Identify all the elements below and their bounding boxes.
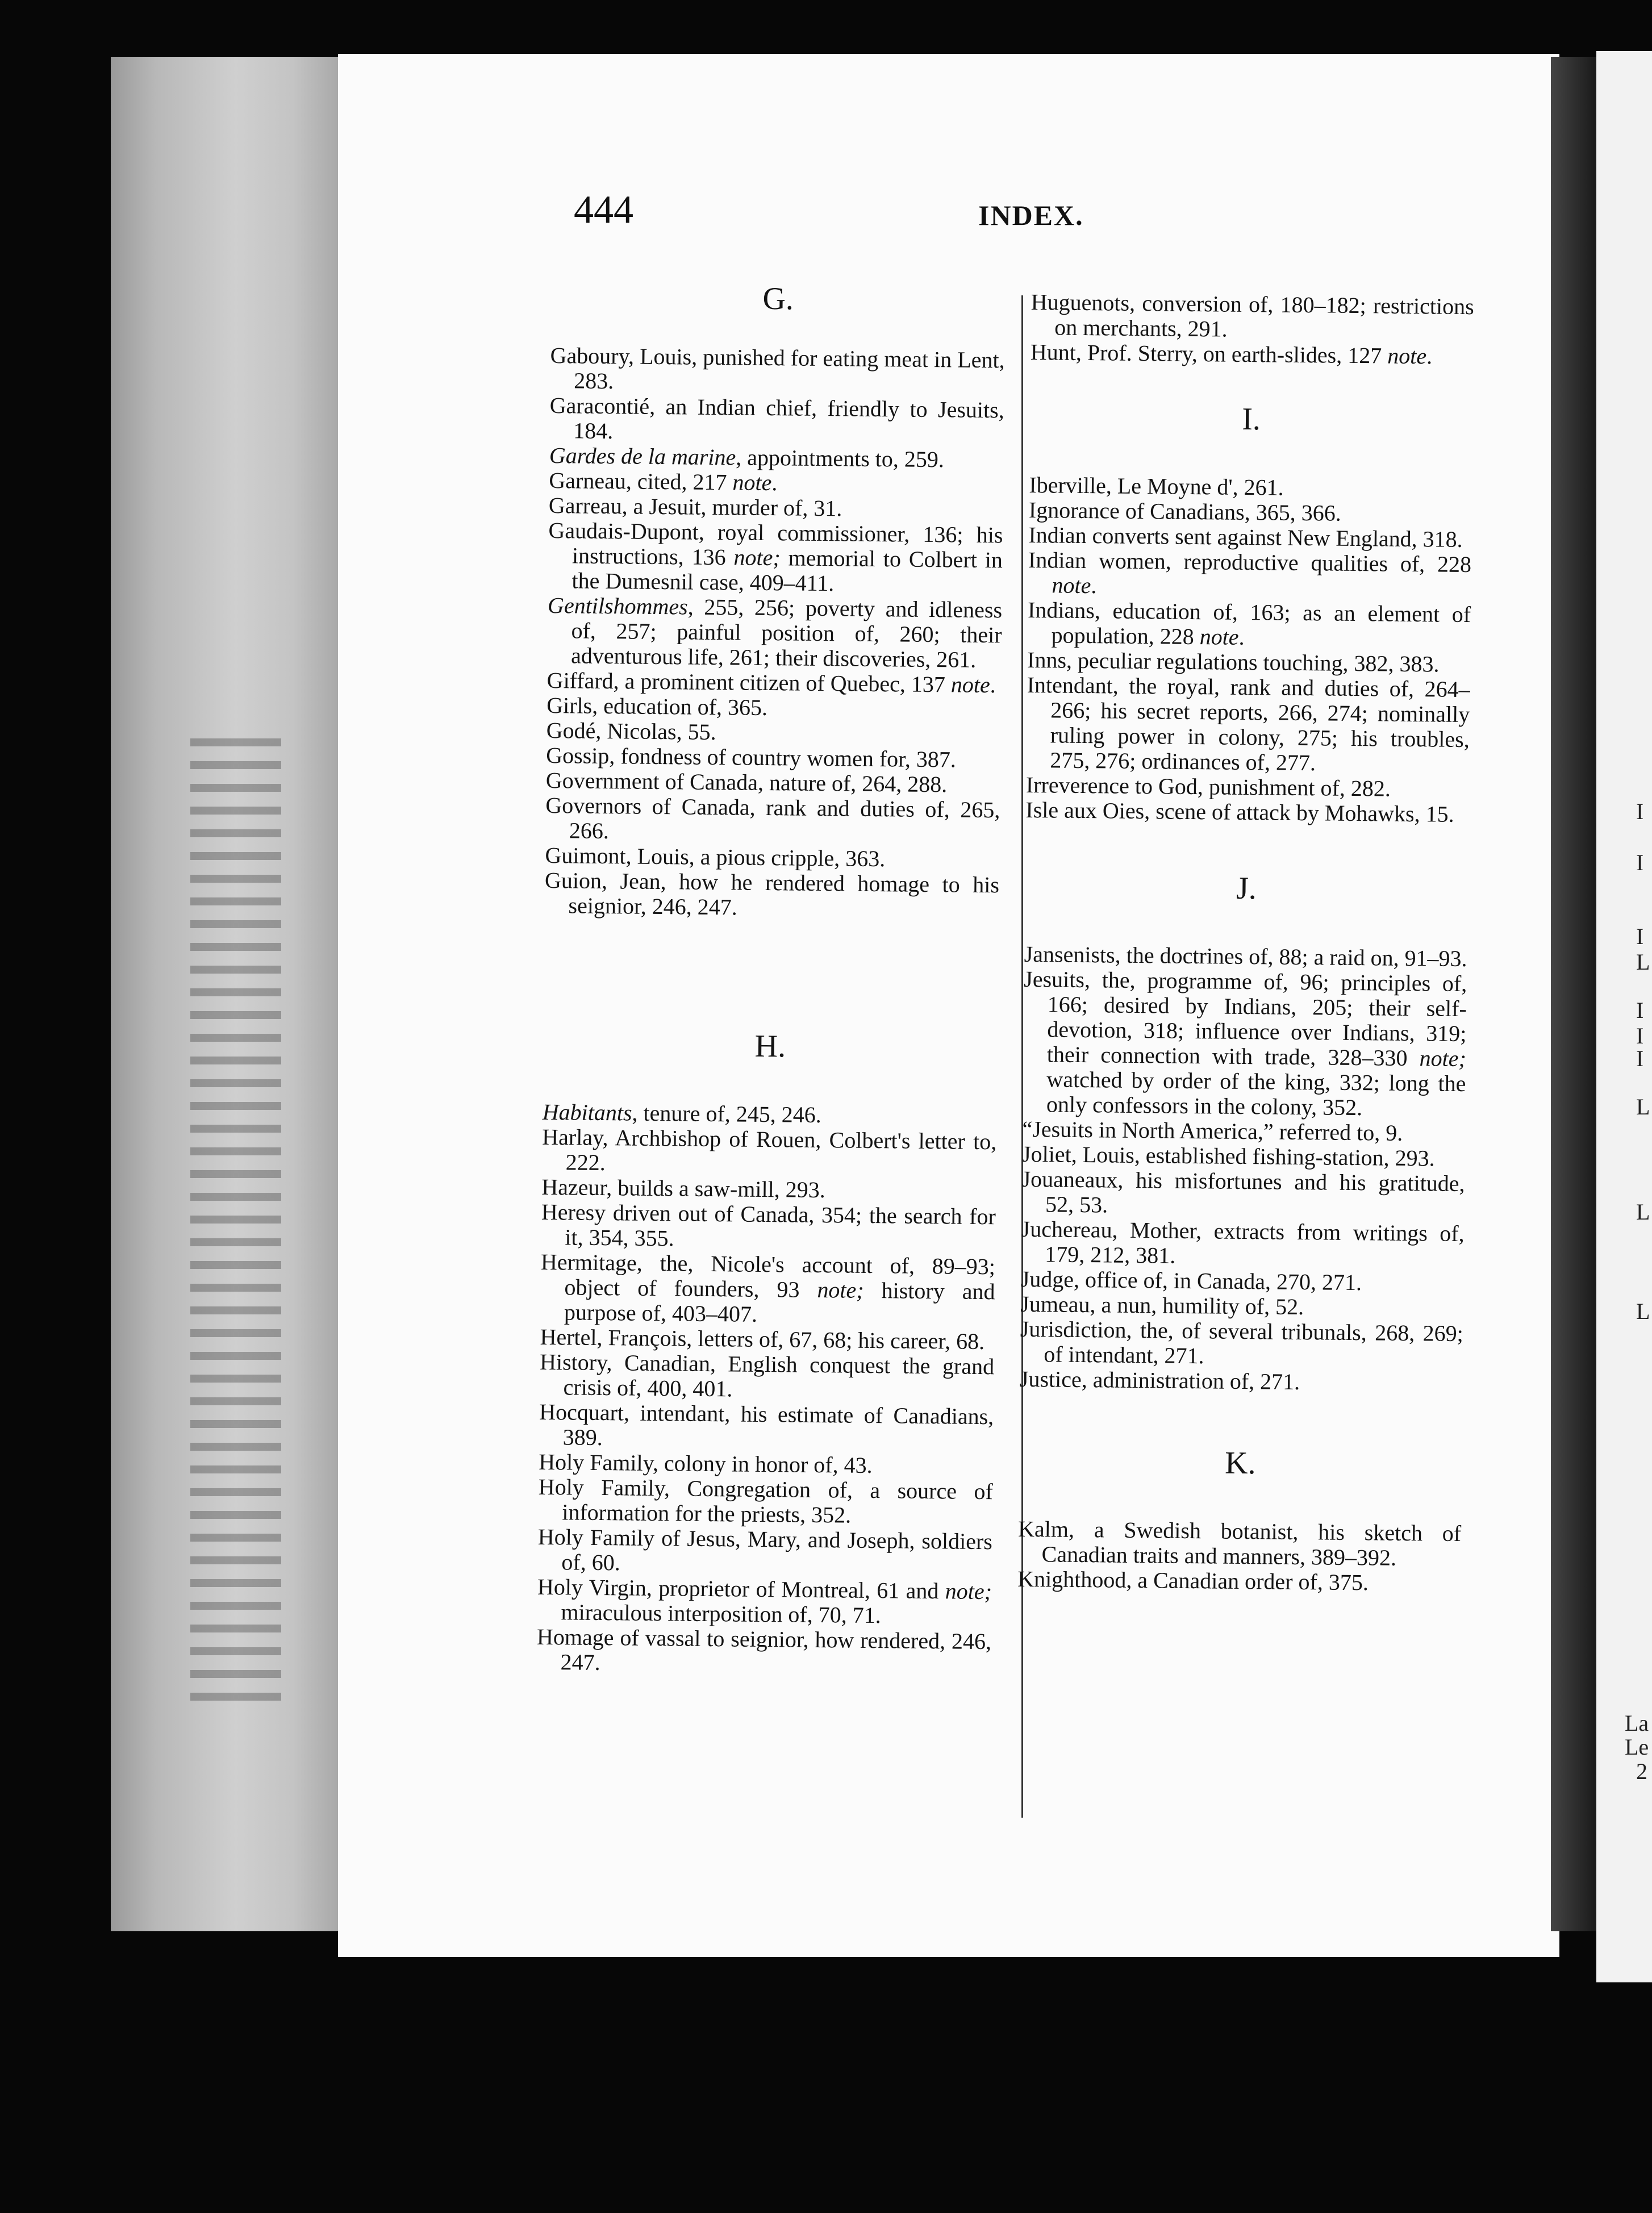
index-entry: [1020, 1367, 1463, 1396]
index-entry-pre: Huguenots, conversion of, 180–182; restrictions on merchants, 291.: [1031, 289, 1474, 342]
index-entry-pre: Kalm, a Swedish botanist, his sketch of Canadian traits and manners, 389–392.: [1017, 1515, 1462, 1571]
index-entry-ital: note: [1199, 624, 1239, 650]
index-entry-post: .: [771, 470, 778, 496]
index-entry-ital: Gentilshommes: [547, 592, 688, 620]
index-entry-pre: Intendant, the royal, rank and duties of, 264–266; his secret reports, 266, 274; nominally ruling power in colony, 275; his troubles, 275, 276; ordinances of, 277.: [1027, 671, 1470, 776]
index-entry-pre: Holy Family of Jesus, Mary, and Joseph, soldiers of, 60.: [537, 1523, 993, 1576]
index-entry: [1023, 967, 1467, 1121]
index-entry-ital: note;: [817, 1277, 864, 1303]
index-entry: [536, 1625, 991, 1679]
index-entry: [1021, 1167, 1465, 1221]
index-entry-pre: Isle aux Oies, scene of attack by Mohawks, 15.: [1025, 796, 1454, 827]
adjacent-fragment: La: [1625, 1710, 1649, 1736]
index-entry-pre: Guion, Jean, how he rendered homage to his seignior, 246, 247.: [544, 867, 1000, 920]
adjacent-fragment: I: [1636, 997, 1644, 1023]
index-column-right: [1017, 290, 1474, 1596]
index-entry: [538, 1475, 993, 1529]
index-entry: [545, 793, 1000, 847]
index-entry-ital: note;: [733, 544, 781, 571]
index-entry-pre: Government of Canada, nature of, 264, 288.: [545, 767, 948, 797]
index-entry: [1017, 1567, 1461, 1596]
index-entry-pre: Indians, education of, 163; as an element of population, 228: [1027, 596, 1471, 650]
index-entry: [1031, 290, 1474, 344]
index-entry-pre: Hazeur, builds a saw-mill, 293.: [541, 1174, 825, 1203]
index-entry: [1025, 797, 1469, 827]
index-entry: [549, 393, 1004, 448]
index-entry-pre: Juchereau, Mother, extracts from writings of, 179, 212, 381.: [1021, 1216, 1465, 1268]
adjacent-fragment: L: [1636, 1298, 1650, 1324]
index-entry-pre: Jouaneaux, his misfortunes and his gratitude, 52, 53.: [1021, 1166, 1465, 1218]
index-entry-ital: note: [1387, 343, 1427, 369]
entries-k: [1017, 1517, 1461, 1596]
index-entry-pre: Iberville, Le Moyne d', 261.: [1029, 471, 1284, 500]
section-heading-g: G.: [762, 281, 794, 317]
gutter-shadow: [1551, 57, 1596, 1931]
index-entry-ital: note;: [1419, 1045, 1467, 1072]
index-entry-pre: Jansenists, the doctrines of, 88; a raid on, 91–93.: [1024, 941, 1467, 972]
index-entry-ital: note;: [945, 1578, 992, 1605]
index-entry-pre: Ignorance of Canadians, 365, 366.: [1028, 496, 1341, 526]
adjacent-fragment: L: [1636, 949, 1650, 975]
index-entry-pre: Harlay, Archbishop of Rouen, Colbert's letter to, 222.: [542, 1124, 997, 1176]
index-entry-pre: Holy Virgin, proprietor of Montreal, 61 and: [537, 1573, 945, 1604]
index-entry-ital: note: [732, 469, 772, 496]
index-entry-post: .: [990, 672, 996, 698]
index-entry-pre: Garneau, cited, 217: [549, 467, 733, 495]
adjacent-fragment: I: [1636, 799, 1644, 824]
running-head: INDEX.: [978, 199, 1084, 231]
index-column-left: [536, 281, 1006, 1679]
index-entry: [1028, 548, 1471, 602]
entries-j: [1020, 942, 1467, 1396]
page-number: 444: [574, 188, 633, 232]
index-entry-pre: Irreverence to God, punishment of, 282.: [1025, 771, 1391, 801]
index-entry-pre: Godé, Nicolas, 55.: [546, 717, 716, 745]
index-entry-post: , 255, 256; poverty and idleness of, 257; painful position of, 260; their adventurous life, 261; their discoveries, 261.: [570, 594, 1003, 673]
index-entry-pre: “Jesuits in North America,” referred to, 9.: [1022, 1116, 1403, 1146]
index-entry-ital: note: [950, 671, 990, 698]
index-entry: [548, 518, 1003, 598]
index-entry-ital: Habitants: [542, 1099, 632, 1126]
section-heading-k: K.: [1224, 1445, 1256, 1481]
index-entry-pre: Jumeau, a nun, humility of, 52.: [1020, 1291, 1304, 1320]
index-entry-pre: Knighthood, a Canadian order of, 375.: [1017, 1565, 1369, 1596]
index-entry-pre: Giffard, a prominent citizen of Quebec, 137: [547, 667, 952, 698]
index-entry: [1021, 1217, 1465, 1271]
adjacent-fragment: I: [1636, 850, 1644, 875]
index-entry-post: miraculous interposition of, 70, 71.: [561, 1599, 881, 1629]
index-entry-pre: Jesuits, the, programme of, 96; principles of, 166; desired by Indians, 205; their self-devotion, 318; influence over Indians, 319; their connection with trade, 328–330: [1024, 966, 1467, 1071]
index-entry-pre: Hocquart, intendant, his estimate of Canadians, 389.: [539, 1398, 994, 1451]
index-entry: [1026, 673, 1470, 777]
index-entry: [1027, 598, 1471, 652]
index-entry: [539, 1400, 994, 1454]
entries-h: [536, 1100, 997, 1679]
section-heading-i: I.: [1241, 401, 1261, 437]
index-entry: [547, 593, 1002, 673]
entries-i: [1025, 473, 1472, 827]
index-entry-post: , tenure of, 245, 246.: [632, 1100, 822, 1128]
index-entry: [540, 1250, 995, 1329]
adjacent-fragment: I: [1636, 1023, 1644, 1049]
index-entry: [1017, 1517, 1461, 1571]
index-entry-pre: Guimont, Louis, a pious cripple, 363.: [545, 842, 886, 872]
index-entry-post: , appointments to, 259.: [736, 444, 945, 473]
index-entry-pre: Governors of Canada, rank and duties of, 265, 266.: [545, 792, 1000, 844]
index-entry: [541, 1200, 996, 1254]
adjacent-fragment: 2: [1636, 1759, 1647, 1784]
index-entry-pre: Homage of vassal to seignior, how rendered, 246, 247.: [536, 1623, 992, 1676]
index-entry-pre: Heresy driven out of Canada, 354; the search for it, 354, 355.: [541, 1199, 996, 1251]
adjacent-fragment: Le: [1625, 1734, 1649, 1760]
adjacent-fragment: I: [1636, 924, 1644, 949]
entries-g: [544, 343, 1005, 922]
index-entry-post: memorial to Colbert in the Dumesnil case, 409–411.: [571, 545, 1003, 596]
adjacent-fragment: L: [1636, 1199, 1650, 1225]
index-entry-ital: Gardes de la marine: [549, 442, 736, 470]
index-entry-post: history and purpose of, 403–407.: [564, 1277, 995, 1327]
index-entry-pre: Inns, peculiar regulations touching, 382, 383.: [1027, 646, 1440, 677]
index-entry-ital: note: [1052, 572, 1091, 599]
index-entry-pre: Holy Family, colony in honor of, 43.: [539, 1448, 873, 1479]
index-entry: [539, 1350, 994, 1404]
adjacent-fragment: L: [1636, 1094, 1650, 1120]
spine-bleed-through: [190, 738, 281, 1704]
index-entry-pre: Indian women, reproductive qualities of, 228: [1028, 546, 1472, 578]
index-entry-post: .: [1091, 573, 1097, 599]
adjacent-fragment: I: [1636, 1046, 1644, 1071]
index-entry: [544, 868, 999, 922]
index-entry: [542, 1125, 997, 1179]
section-heading-h: H.: [754, 1028, 786, 1064]
index-entry: [537, 1575, 992, 1629]
index-entry: [550, 343, 1005, 398]
index-entry-pre: History, Canadian, English conquest the grand crisis of, 400, 401.: [539, 1348, 995, 1402]
index-entry-pre: Garreau, a Jesuit, murder of, 31.: [548, 492, 842, 521]
entries-h-continued: [1031, 290, 1474, 369]
index-entry: [537, 1525, 992, 1579]
index-entry-pre: Hertel, François, letters of, 67, 68; his career, 68.: [540, 1323, 985, 1355]
index-entry-pre: Jurisdiction, the, of several tribunals, 268, 269; of intendant, 271.: [1020, 1316, 1464, 1369]
index-entry-pre: Gossip, fondness of country women for, 387.: [546, 742, 957, 773]
index-entry-pre: Hermitage, the, Nicole's account of, 89–93; object of founders, 93: [540, 1249, 996, 1303]
section-heading-j: J.: [1236, 870, 1257, 907]
index-entry-pre: Gaboury, Louis, punished for eating meat in Lent, 283.: [550, 342, 1005, 394]
index-entry-pre: Hunt, Prof. Sterry, on earth-slides, 127: [1030, 339, 1388, 369]
index-entry-pre: Holy Family, Congregation of, a source of information for the priests, 352.: [538, 1473, 994, 1528]
index-entry-post: .: [1238, 624, 1245, 650]
index-entry-post: .: [1426, 343, 1433, 369]
index-entry-pre: Joliet, Louis, established fishing-station, 293.: [1021, 1141, 1435, 1171]
index-entry-pre: Gaudais-Dupont, royal commissioner, 136; his instructions, 136: [548, 517, 1003, 570]
index-entry: [1020, 1317, 1463, 1371]
index-entry-pre: Judge, office of, in Canada, 270, 271.: [1020, 1266, 1362, 1296]
index-entry-post: watched by order of the king, 332; long the only confessors in the colony, 352.: [1046, 1066, 1466, 1121]
index-entry-pre: Girls, education of, 365.: [546, 692, 768, 721]
index-entry-pre: Garacontié, an Indian chief, friendly to Jesuits, 184.: [549, 392, 1004, 444]
index-entry: [1031, 340, 1474, 369]
index-entry-pre: Justice, administration of, 271.: [1019, 1366, 1300, 1395]
index-entry-pre: Indian converts sent against New England, 318.: [1028, 521, 1463, 552]
